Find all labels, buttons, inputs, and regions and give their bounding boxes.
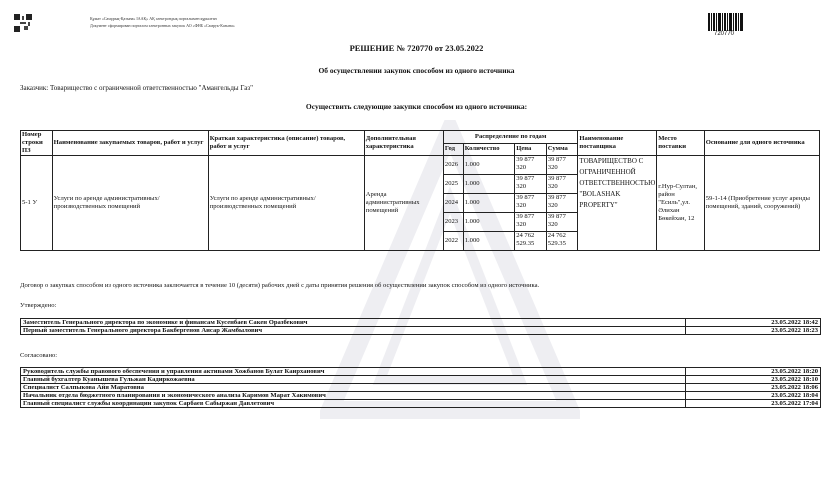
cell-row-number: 5-1 У xyxy=(21,156,53,251)
cell-quantity: 1.000 xyxy=(463,232,514,251)
col-price: Цена xyxy=(515,143,547,156)
col-year: Год xyxy=(443,143,463,156)
cell-year: 2022 xyxy=(443,232,463,251)
cell-name: Услуги по аренде административных/производственных помещений xyxy=(52,156,208,251)
approver-name: Первый заместитель Генерального директора Бакбергенов Аисар Жамбылович xyxy=(21,327,686,335)
cell-quantity: 1.000 xyxy=(463,156,514,175)
qr-code-icon xyxy=(14,14,32,32)
cell-year: 2026 xyxy=(443,156,463,175)
agreer-date: 23.05.2022 18:20 xyxy=(686,368,821,376)
cell-price: 39 877 320 xyxy=(515,194,547,213)
section-title: Осуществить следующие закупки способом из одного источника: xyxy=(305,102,528,111)
cell-quantity: 1.000 xyxy=(463,194,514,213)
cell-price: 39 877 320 xyxy=(515,175,547,194)
agreer-row xyxy=(21,376,821,384)
agreer-row xyxy=(21,368,821,376)
cell-quantity: 1.000 xyxy=(463,175,514,194)
cell-basis: 59-1-14 (Приобретение услуг аренды помещений, зданий, сооружений) xyxy=(704,156,819,251)
cell-additional: Аренда административных помещений xyxy=(364,156,443,251)
cell-quantity: 1.000 xyxy=(463,213,514,232)
agreer-row xyxy=(21,384,821,392)
agreer-name: Начальник отдела бюджетного планирования и экономического анализа Каримов Марат Хакимович xyxy=(21,392,686,400)
cell-price: 24 762 529.35 xyxy=(515,232,547,251)
agreer-date: 23.05.2022 18:04 xyxy=(686,392,821,400)
approver-date: 23.05.2022 18:23 xyxy=(686,327,821,335)
agreer-name: Специалист Салпыкова Айя Маратовна xyxy=(21,384,686,392)
col-quantity: Количество xyxy=(463,143,514,156)
cell-sum: 39 877 320 xyxy=(546,194,578,213)
approved-label: Утверждено: xyxy=(20,302,57,309)
header-line-kz: Құжат «Самұрық-Қазына» ІААҚ» АҚ электрондық порталымен құрылған xyxy=(90,16,217,21)
agreed-label: Согласовано: xyxy=(20,352,58,359)
cell-sum: 39 877 320 xyxy=(546,156,578,175)
approver-row xyxy=(21,319,821,327)
col-row-number: Номер строки ПЗ xyxy=(21,131,53,156)
cell-price: 39 877 320 xyxy=(515,156,547,175)
cell-year: 2024 xyxy=(443,194,463,213)
page-subtitle: Об осуществлении закупок способом из одного источника xyxy=(318,66,515,75)
agreer-row xyxy=(21,400,821,408)
agreer-name: Руководитель службы правового обеспечения и управления активами Хожбанов Булат Каирханович xyxy=(21,368,686,376)
agreer-name: Главный специалист службы координации закупок Сарбаев Сабыржан Давлетович xyxy=(21,400,686,408)
col-distribution: Распределение по годам xyxy=(443,131,578,144)
col-additional: Дополнительная характеристика xyxy=(364,131,443,156)
agreer-date: 23.05.2022 18:06 xyxy=(686,384,821,392)
col-place: Место поставки xyxy=(657,131,704,156)
approver-name: Заместитель Генерального директора по экономике и финансам Кусенбаев Сакен Оразбекович xyxy=(21,319,686,327)
approver-row xyxy=(21,327,821,335)
agreer-date: 23.05.2022 18:10 xyxy=(686,376,821,384)
cell-place: г.Нур-Султан, район "Есиль",ул. Әлихан Бөкейхан, 12 xyxy=(657,156,704,251)
agreer-row xyxy=(21,392,821,400)
cell-price: 39 877 320 xyxy=(515,213,547,232)
approved-table xyxy=(20,318,821,335)
cell-description: Услуги по аренде административных/производственных помещений xyxy=(208,156,364,251)
col-description: Краткая характеристика (описание) товаров, работ и услуг xyxy=(208,131,364,156)
cell-sum: 24 762 529.35 xyxy=(546,232,578,251)
table-row xyxy=(21,156,820,175)
col-sum: Сумма xyxy=(546,143,578,156)
col-name: Наименование закупаемых товаров, работ и услуг xyxy=(52,131,208,156)
cell-supplier: ТОВАРИЩЕСТВО С ОГРАНИЧЕННОЙ ОТВЕТСТВЕННОСТЬЮ "BOLASHAK PROPERTY" xyxy=(578,156,657,251)
agreed-table xyxy=(20,367,821,408)
customer-line: Заказчик: Товарищество с ограниченной ответственностью "Амангельды Газ" xyxy=(20,84,253,92)
col-supplier: Наименование поставщика xyxy=(578,131,657,156)
page-title: РЕШЕНИЕ № 720770 от 23.05.2022 xyxy=(349,43,484,53)
agreer-date: 23.05.2022 17:04 xyxy=(686,400,821,408)
agreer-name: Главный бухгалтер Куанышева Гульжан Кадиркожаевна xyxy=(21,376,686,384)
cell-year: 2023 xyxy=(443,213,463,232)
cell-sum: 39 877 320 xyxy=(546,175,578,194)
barcode-icon xyxy=(708,13,744,31)
barcode-number: 720770 xyxy=(714,31,735,37)
contract-note: Договор о закупках способом из одного источника заключается в течение 10 (десяти) рабочих дней с даты принятия решения об осуществлении закупок способом из одного источника. xyxy=(20,282,540,289)
cell-year: 2025 xyxy=(443,175,463,194)
col-basis: Основание для одного источника xyxy=(704,131,819,156)
approver-date: 23.05.2022 18:42 xyxy=(686,319,821,327)
cell-sum: 39 877 320 xyxy=(546,213,578,232)
procurement-table xyxy=(20,130,820,251)
header-line-ru: Документ сформирован порталом электронных закупок АО «ФНБ «Самрук-Казына» xyxy=(90,23,235,28)
